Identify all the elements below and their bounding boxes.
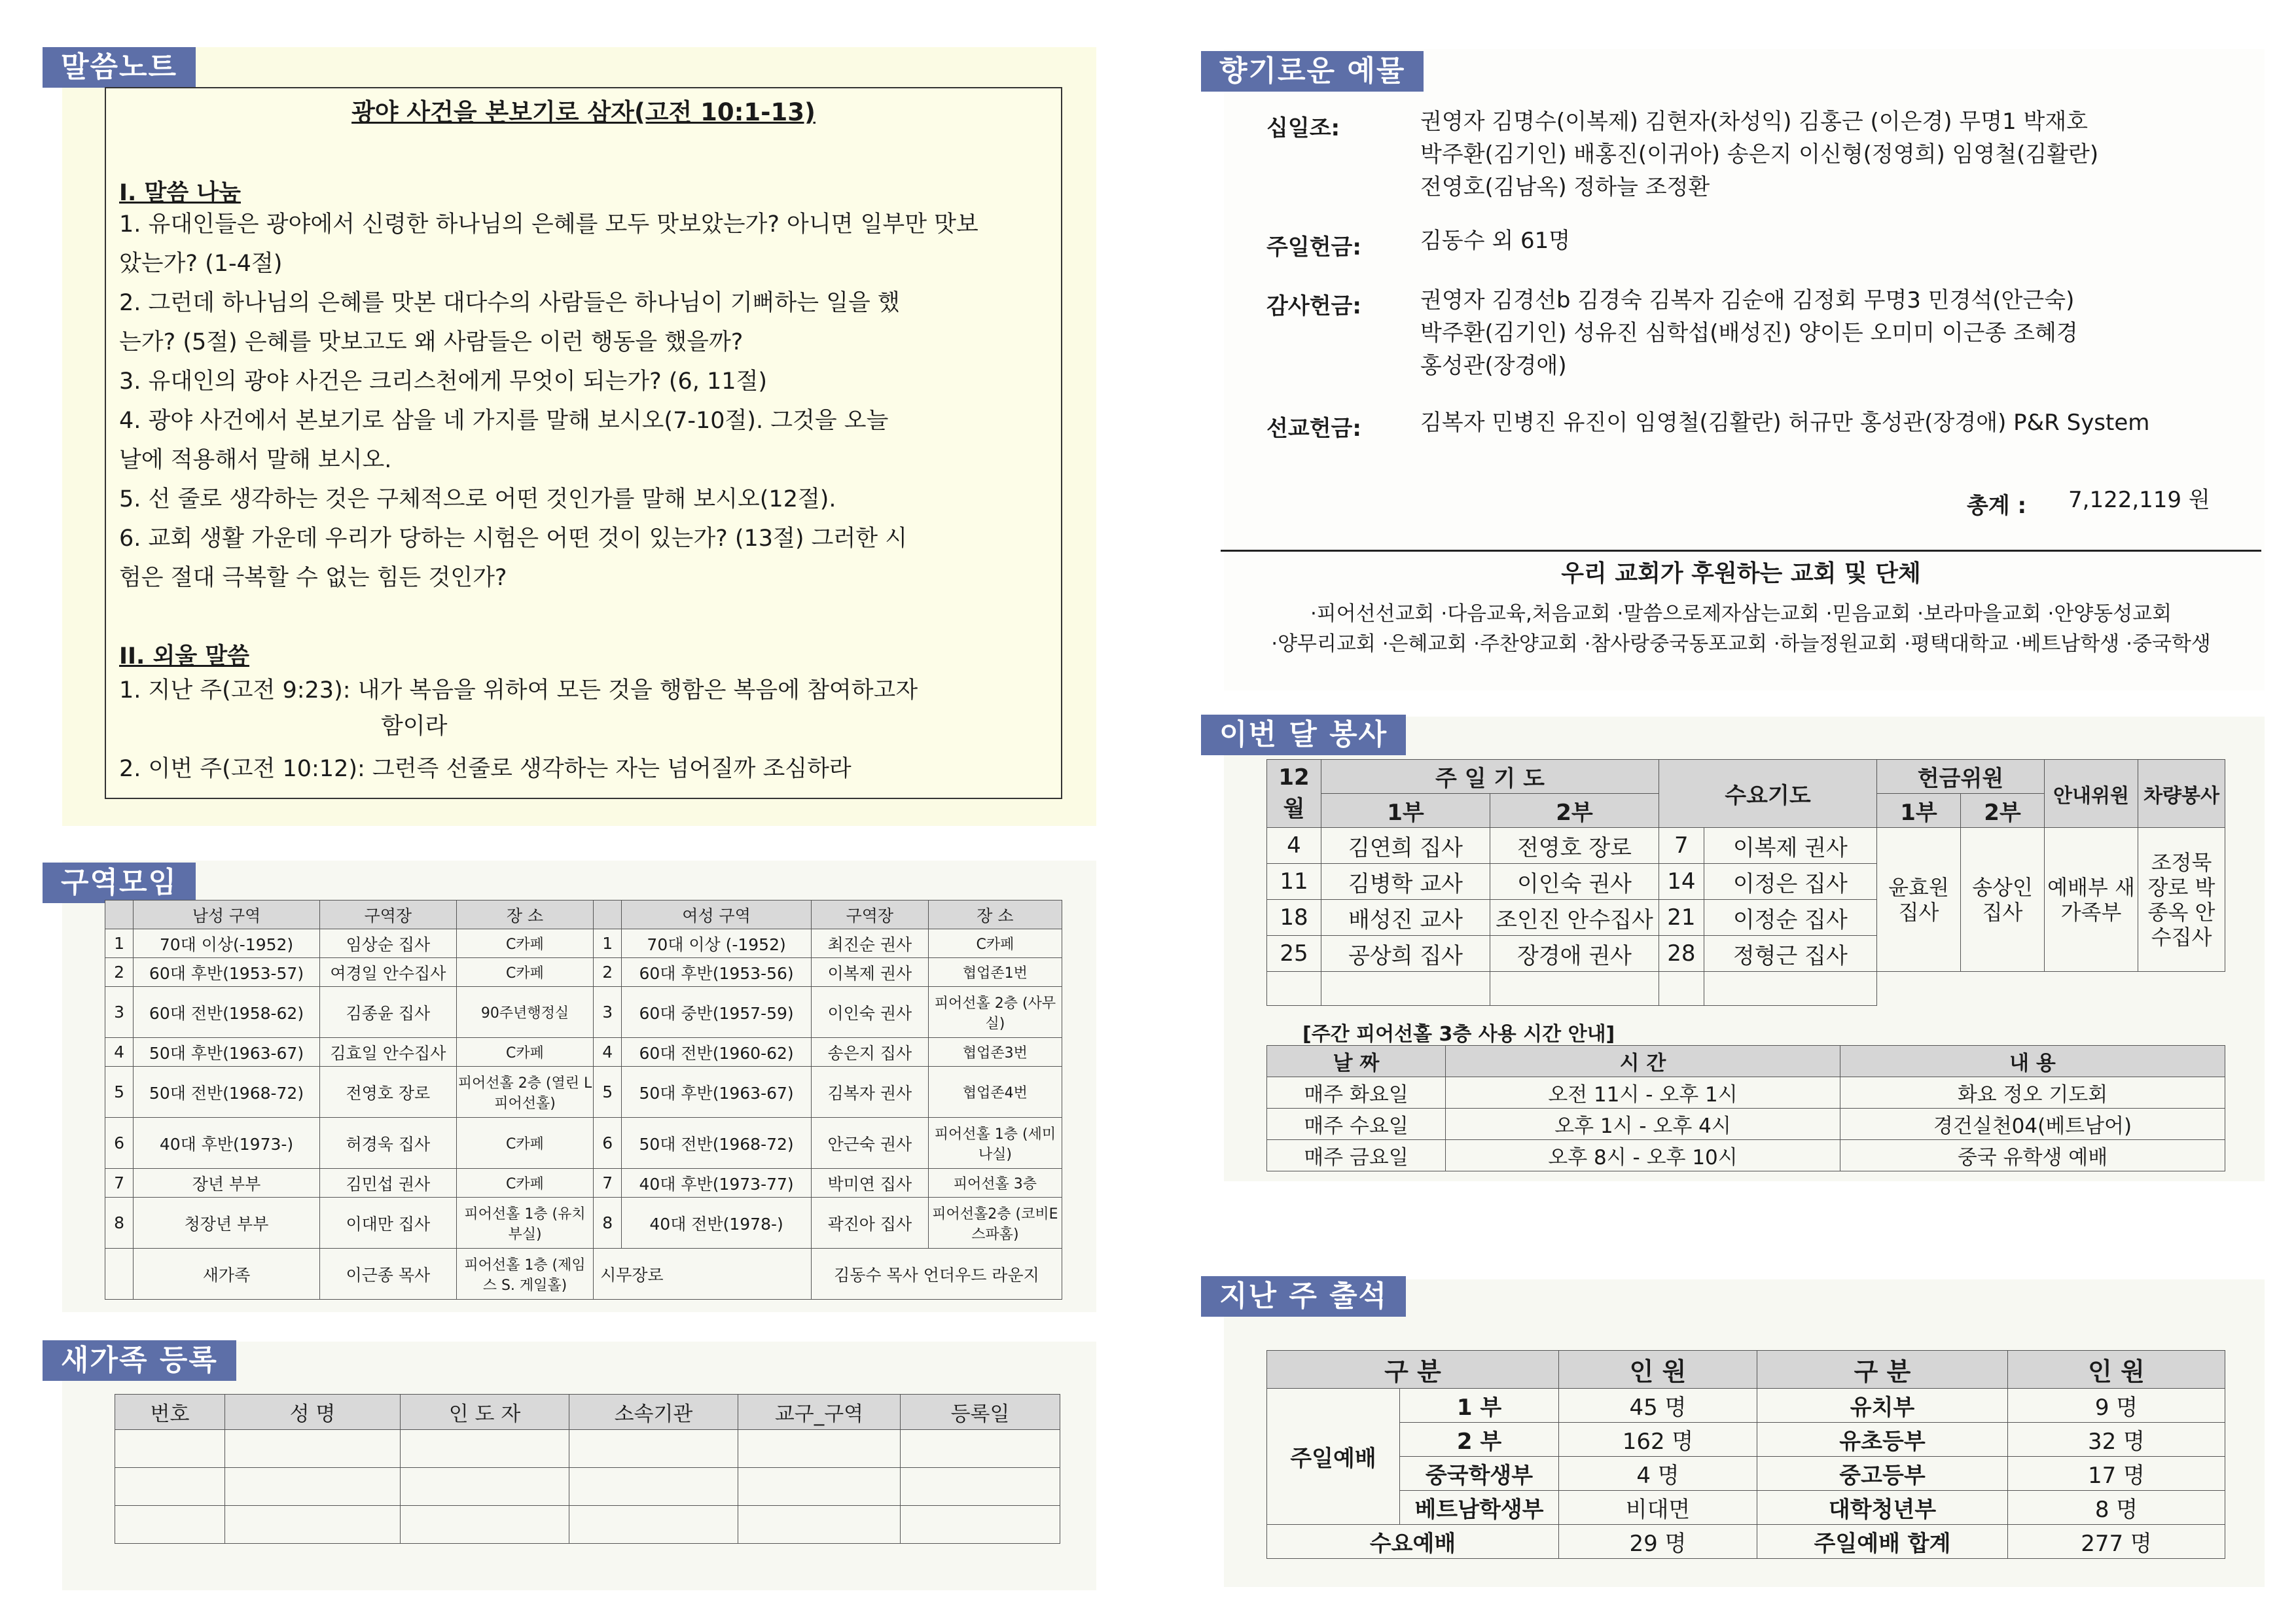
district-cell: 시무장로 [594,1249,812,1300]
schedule-cell: 경건실천04(베트남어) [1840,1109,2225,1140]
district-cell: 60대 후반(1953-57) [134,958,320,987]
tithe-label: 십일조: [1266,115,1340,141]
part1-line: 3. 유대인의 광야 사건은 크리스천에게 무엇이 되는가? (6, 11절) [119,368,768,395]
schedule-cell: 매주 수요일 [1267,1109,1446,1140]
sermon-title: 광야 사건을 본보기로 삼자(고전 10:1-13) [351,98,816,126]
schedule-row [1267,1140,2225,1171]
district-cell: 7 [105,1169,134,1198]
att-left-label-3: 중국학생부 [1400,1457,1559,1491]
att-left-value-2: 162 명 [1559,1423,1757,1457]
att-right-value-3: 17 명 [2008,1457,2225,1491]
usher-cell: 예배부 새가족부 [2045,828,2138,972]
district-cell: 4 [594,1038,622,1067]
district-cell: 4 [105,1038,134,1067]
mission-label: 선교헌금: [1266,416,1361,442]
part1-line: 았는가? (1-4절) [119,251,283,277]
district-cell: 협업존4번 [928,1067,1062,1118]
part1-line: 5. 선 줄로 생각하는 것은 구체적으로 어떤 것인가를 말해 보시오(12절). [119,486,836,512]
district-cell: 70대 이상(-1952) [134,929,320,958]
usher-head: 안내위원 [2045,760,2138,828]
att-right-value-2: 32 명 [2008,1423,2225,1457]
part1-line: 날에 적용해서 말해 보시오. [119,447,392,473]
schedule-table [1266,1045,2225,1171]
newfamily-table [115,1394,1060,1544]
service-cell: 정형근 집사 [1704,936,1876,972]
district-cell: 6 [105,1118,134,1169]
sermon-box [105,87,1062,799]
district-row [105,929,1062,958]
thanks-line-3: 홍성관(장경애) [1420,353,1567,379]
district-row [105,1067,1062,1118]
district-cell: 50대 후반(1963-67) [622,1067,812,1118]
sunday-prayer-head: 주 일 기 도 [1321,760,1659,794]
part2-line-3: 2. 이번 주(고전 10:12): 그런즉 선줄로 생각하는 자는 넘어질까 조심하라 [119,756,852,782]
district-cell: 이복제 권사 [811,958,928,987]
offering-2-cell: 송상인 집사 [1961,828,2045,972]
service-cell: 장경애 권사 [1490,936,1659,972]
district-cell: C카페 [456,958,593,987]
district-cell: 60대 전반(1958-62) [134,987,320,1038]
district-cell: 6 [594,1118,622,1169]
parking-head: 차량봉사 [2138,760,2225,828]
district-cell: 협업존1번 [928,958,1062,987]
part1-heading: I. 말씀 나눔 [119,180,241,206]
offering-divider [1221,550,2261,552]
district-cell: 60대 중반(1957-59) [622,987,812,1038]
district-cell: 이인숙 권사 [811,987,928,1038]
col-women-district: 여성 구역 [622,901,812,929]
att-col-num-left: 인 원 [1559,1351,1757,1389]
support-line-1: ·피어선선교회 ·다음교육,처음교회 ·말씀으로제자삼는교회 ·믿음교회 ·보라마을교회 ·안양동성교회 [1310,602,2172,626]
newfamily-header: 새가족 등록 [43,1340,236,1381]
district-cell: 박미연 집사 [811,1169,928,1198]
district-cell: C카페 [928,929,1062,958]
offering-committee-head: 헌금위원 [1877,760,2045,794]
col-content: 내 용 [1840,1046,2225,1077]
attendance-table [1266,1350,2225,1559]
att-left-value-4: 비대면 [1559,1491,1757,1525]
service-cell: 이정은 집사 [1704,864,1876,900]
district-cell: 임상순 집사 [319,929,456,958]
schedule-row [1267,1109,2225,1140]
district-cell: 8 [105,1198,134,1249]
att-left-value-1: 45 명 [1559,1389,1757,1423]
part1-line: 1. 유대인들은 광야에서 신령한 하나님의 은혜를 모두 맛보았는가? 아니면 일부만 맛보 [119,211,978,238]
schedule-cell: 매주 화요일 [1267,1077,1446,1109]
district-cell: 40대 전반(1978-) [622,1198,812,1249]
service-cell: 배성진 교사 [1321,900,1490,936]
service-cell: 김연희 집사 [1321,828,1490,864]
att-left-label-1: 1 부 [1400,1389,1559,1423]
district-cell: 피어선홀 1층 (제임스 S. 게일홀) [456,1249,593,1300]
district-cell: 2 [105,958,134,987]
district-cell: 90주년행정실 [456,987,593,1038]
district-cell: C카페 [456,929,593,958]
district-cell: 40대 후반(1973-) [134,1118,320,1169]
offering-part2-head: 2부 [1961,794,2045,828]
col-name: 성 명 [225,1395,401,1430]
att-left-label-2: 2 부 [1400,1423,1559,1457]
att-right-value-1: 9 명 [2008,1389,2225,1423]
district-cell: 송은지 집사 [811,1038,928,1067]
col-men-place: 장 소 [456,901,593,929]
col-regdate: 등록일 [901,1395,1060,1430]
support-title: 우리 교회가 후원하는 교회 및 단체 [1561,560,1921,587]
district-cell: 5 [594,1067,622,1118]
service-cell: 공상희 집사 [1321,936,1490,972]
service-row [1267,828,2225,864]
att-col-div-left: 구 분 [1267,1351,1559,1389]
district-cell: C카페 [456,1038,593,1067]
service-cell: 이정순 집사 [1704,900,1876,936]
district-cell: 50대 전반(1968-72) [134,1067,320,1118]
district-row [105,958,1062,987]
col-guide: 인 도 자 [401,1395,569,1430]
att-left-value-3: 4 명 [1559,1457,1757,1491]
att-right-label-4: 대학청년부 [1757,1491,2008,1525]
district-cell: 50대 전반(1968-72) [622,1118,812,1169]
tithe-line-2: 박주환(김기인) 배홍진(이귀아) 송은지 이신형(정영희) 임영철(김활란) [1420,141,2099,168]
sunday-line: 김동수 외 61명 [1420,228,1571,254]
part2-line-1: 1. 지난 주(고전 9:23): 내가 복음을 위하여 모든 것을 행함은 복음에 참여하고자 [119,677,918,704]
thanks-line-1: 권영자 김경선b 김경숙 김복자 김순애 김정회 무명3 민경석(안근숙) [1420,287,2075,313]
district-cell: 김민섭 권사 [319,1169,456,1198]
col-men-leader: 구역장 [319,901,456,929]
service-cell: 이복제 권사 [1704,828,1876,864]
wed-prayer-head: 수요기도 [1659,760,1877,828]
district-cell: 60대 후반(1953-56) [622,958,812,987]
district-cell: 이근종 목사 [319,1249,456,1300]
district-cell: 장년 부부 [134,1169,320,1198]
district-cell: C카페 [456,1169,593,1198]
district-cell: 이대만 집사 [319,1198,456,1249]
district-cell [105,1249,134,1300]
schedule-cell: 매주 금요일 [1267,1140,1446,1171]
att-left-label-4: 베트남학생부 [1400,1491,1559,1525]
district-cell: 1 [105,929,134,958]
district-cell: 김동수 목사 언더우드 라운지 [811,1249,1062,1300]
col-date: 날 짜 [1267,1046,1446,1077]
col-time: 시 간 [1446,1046,1840,1077]
part1-line: 4. 광야 사건에서 본보기로 삼을 네 가지를 말해 보시오(7-10절). 그것을 오늘 [119,408,889,434]
service-cell: 28 [1659,936,1704,972]
col-women-place: 장 소 [928,901,1062,929]
district-cell: 곽진아 집사 [811,1198,928,1249]
part2-heading: II. 외울 말씀 [119,643,249,669]
district-cell: 피어선홀 2층 (열린 L 피어선홀) [456,1067,593,1118]
district-cell: 피어선홀 1층 (유치부실) [456,1198,593,1249]
district-cell: 70대 이상 (-1952) [622,929,812,958]
part2-line-2: 함이라 [381,713,448,740]
att-right-label-1: 유치부 [1757,1389,2008,1423]
part1-line: 6. 교회 생활 가운데 우리가 당하는 시험은 어떤 것이 있는가? (13절) 그러한 시 [119,526,908,552]
district-cell: 허경욱 집사 [319,1118,456,1169]
schedule-cell: 중국 유학생 예배 [1840,1140,2225,1171]
tithe-line-3: 전영호(김남옥) 정하늘 조정환 [1420,174,1710,200]
sunday-part1-head: 1부 [1321,794,1490,828]
thanks-label: 감사헌금: [1266,293,1361,319]
col-org: 소속기관 [569,1395,738,1430]
district-cell: 피어선홀2층 (코비E 스파홈) [928,1198,1062,1249]
sunday-label: 주일헌금: [1266,234,1361,260]
district-cell: C카페 [456,1118,593,1169]
offering-1-cell: 윤효원 집사 [1877,828,1961,972]
service-header: 이번 달 봉사 [1201,715,1406,755]
district-cell: 김종윤 집사 [319,987,456,1038]
service-cell: 조인진 안수집사 [1490,900,1659,936]
district-cell: 전영호 장로 [319,1067,456,1118]
district-cell: 1 [594,929,622,958]
wed-worship-value: 29 명 [1559,1525,1757,1559]
month-cell: 12월 [1267,760,1321,828]
district-cell: 여경일 안수집사 [319,958,456,987]
district-cell: 새가족 [134,1249,320,1300]
col-women-leader: 구역장 [811,901,928,929]
schedule-cell: 오후 1시 - 오후 4시 [1446,1109,1840,1140]
sunday-part2-head: 2부 [1490,794,1659,828]
col-number: 번호 [115,1395,225,1430]
support-line-2: ·양무리교회 ·은혜교회 ·주찬양교회 ·참사랑중국동포교회 ·하늘정원교회 ·평택대학교 ·베트남학생 ·중국학생 [1271,632,2211,656]
district-row [105,1169,1062,1198]
schedule-cell: 화요 정오 기도회 [1840,1077,2225,1109]
district-cell: 피어선홀 2층 (사무실) [928,987,1062,1038]
service-cell: 21 [1659,900,1704,936]
district-cell: 안근숙 권사 [811,1118,928,1169]
district-cell: 2 [594,958,622,987]
district-cell: 5 [105,1067,134,1118]
service-cell: 11 [1267,864,1321,900]
district-cell: 50대 후반(1963-67) [134,1038,320,1067]
wed-worship-label: 수요예배 [1267,1525,1559,1559]
att-right-label-3: 중고등부 [1757,1457,2008,1491]
col-district: 교구_구역 [738,1395,901,1430]
service-cell: 18 [1267,900,1321,936]
district-header: 구역모임 [43,863,196,903]
att-right-value-4: 8 명 [2008,1491,2225,1525]
total-value: 7,122,119 원 [2068,487,2210,513]
thanks-line-2: 박주환(김기인) 성유진 심학섭(배성진) 양이든 오미미 이근종 조혜경 [1420,320,2078,346]
service-table [1266,759,2225,1006]
col-men-district: 남성 구역 [134,901,320,929]
att-right-label-2: 유초등부 [1757,1423,2008,1457]
district-cell: 최진순 권사 [811,929,928,958]
part1-line: 험은 절대 극복할 수 없는 힘든 것인가? [119,565,507,591]
district-row [105,1118,1062,1169]
district-cell: 3 [105,987,134,1038]
service-cell: 이인숙 권사 [1490,864,1659,900]
district-row [105,987,1062,1038]
schedule-row [1267,1077,2225,1109]
district-cell: 7 [594,1169,622,1198]
sunday-worship-label: 주일예배 [1267,1389,1400,1525]
service-cell: 전영호 장로 [1490,828,1659,864]
sunday-total-label: 주일예배 합계 [1757,1525,2008,1559]
schedule-cell: 오전 11시 - 오후 1시 [1446,1077,1840,1109]
district-cell: 김효일 안수집사 [319,1038,456,1067]
service-cell: 14 [1659,864,1704,900]
attendance-header: 지난 주 출석 [1201,1276,1406,1317]
total-label: 총계 : [1967,493,2027,519]
district-cell: 청장년 부부 [134,1198,320,1249]
service-cell: 4 [1267,828,1321,864]
district-cell: 협업존3번 [928,1038,1062,1067]
schedule-cell: 오후 8시 - 오후 10시 [1446,1140,1840,1171]
district-cell: 피어선홀 1층 (세미나실) [928,1118,1062,1169]
service-cell: 7 [1659,828,1704,864]
schedule-title: [주간 피어선홀 3층 사용 시간 안내] [1302,1023,1615,1046]
part1-line: 는가? (5절) 은혜를 맛보고도 왜 사람들은 이런 행동을 했을까? [119,329,744,355]
parking-cell: 조정묵 장로 박종옥 안수집사 [2138,828,2225,972]
sermon-header: 말씀노트 [43,47,196,88]
district-cell: 피어선홀 3층 [928,1169,1062,1198]
part1-line: 2. 그런데 하나님의 은혜를 맛본 대다수의 사람들은 하나님이 기뻐하는 일을 했 [119,290,900,316]
att-col-num-right: 인 원 [2008,1351,2225,1389]
mission-line: 김복자 민병진 유진이 임영철(김활란) 허규만 홍성관(장경애) P&R System [1420,410,2150,436]
offering-part1-head: 1부 [1877,794,1961,828]
district-row-last [105,1249,1062,1300]
district-cell: 60대 전반(1960-62) [622,1038,812,1067]
service-cell: 김병학 교사 [1321,864,1490,900]
district-cell: 40대 후반(1973-77) [622,1169,812,1198]
district-table [105,900,1062,1300]
att-col-div-right: 구 분 [1757,1351,2008,1389]
offering-header: 향기로운 예물 [1201,51,1424,92]
district-cell: 3 [594,987,622,1038]
tithe-line-1: 권영자 김명수(이복제) 김현자(차성익) 김홍근 (이은경) 무명1 박재호 [1420,109,2089,135]
sunday-total-value: 277 명 [2008,1525,2225,1559]
district-cell: 8 [594,1198,622,1249]
service-cell: 25 [1267,936,1321,972]
district-cell: 김복자 권사 [811,1067,928,1118]
district-row [105,1038,1062,1067]
district-row [105,1198,1062,1249]
